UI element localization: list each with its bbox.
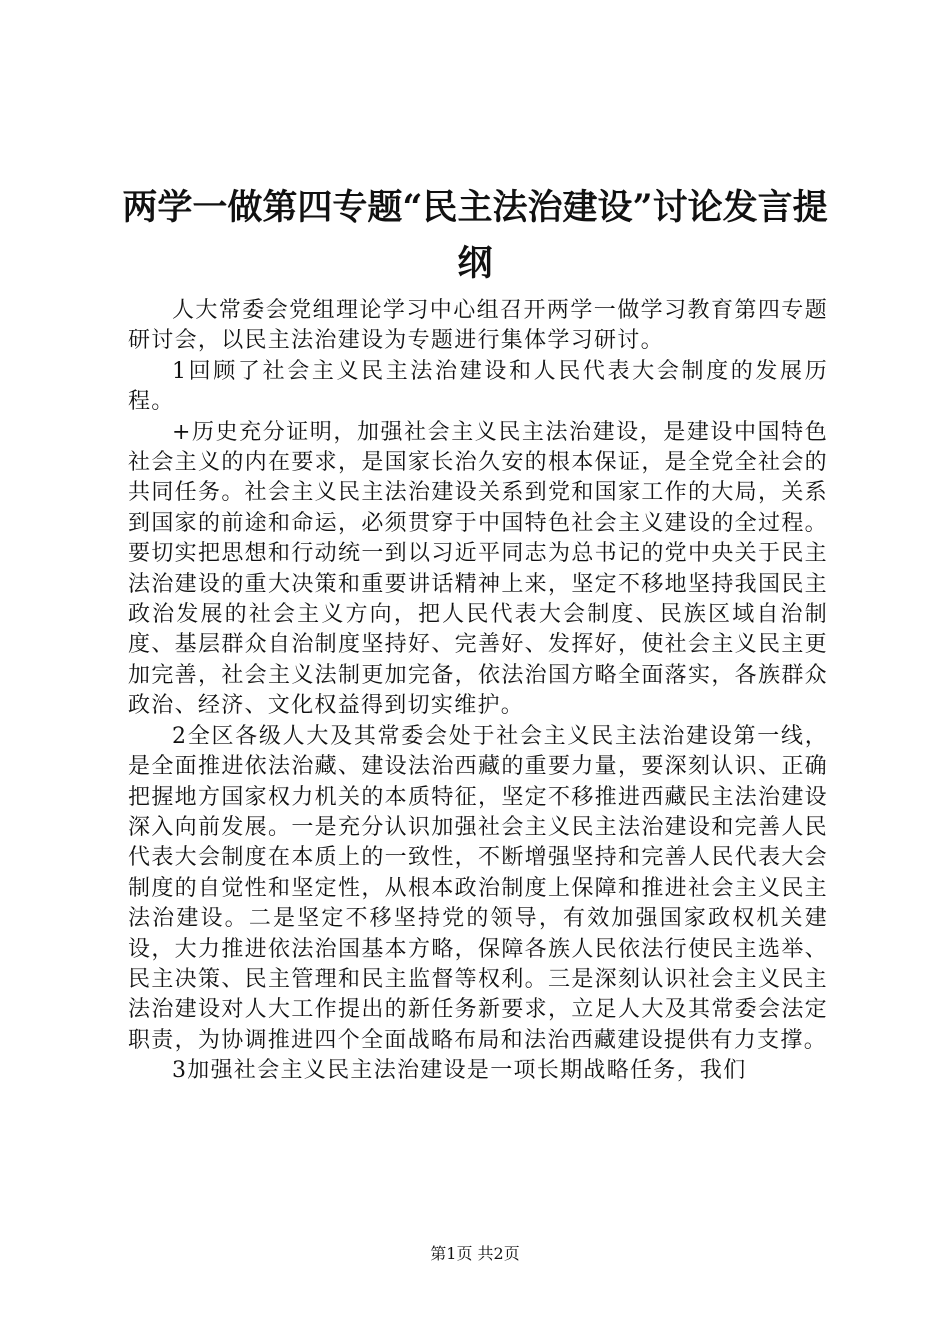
paragraph-history: +历史充分证明，加强社会主义民主法治建设，是建设中国特色社会主义的内在要求，是国家长治久安的根本保证，是全党全社会的共同任务。社会主义民主法治建设关系到党和国家工作的大局，关系到国家的前途和命运，必须贯穿于中国特色社会主义建设的全过程。要切实把思想和行动统一到以习近平同志为总书记的党中央关于民主法治建设的重大决策和重要讲话精神上来，坚定不移地坚持我国民主政治发展的社会主义方向，把人民代表大会制度、民族区域自治制度、基层群众自治制度坚持好、完善好、发挥好，使社会主义民主更加完善，社会主义法制更加完备，依法治国方略全面落实，各族群众政治、经济、文化权益得到切实维护。 xyxy=(128,419,828,719)
paragraph-3: 3加强社会主义民主法治建设是一项长期战略任务，我们 xyxy=(172,1058,747,1084)
paragraph-1: 1回顾了社会主义民主法治建设和人民代表大会制度的发展历程。 xyxy=(128,358,828,415)
document-title: 两学一做第四专题“民主法治建设”讨论发言提纲 xyxy=(122,187,828,284)
paragraph-2: 2全区各级人大及其常委会处于社会主义民主法治建设第一线，是全面推进依法治藏、建设法治西藏的重要力量，要深刻认识、正确把握地方国家权力机关的本质特征，坚定不移推进西藏民主法治建设深入向前发展。一是充分认识加强社会主义民主法治建设和完善人民代表大会制度在本质上的一致性，不断增强坚持和完善人民代表大会制度的自觉性和坚定性，从根本政治制度上保障和推进社会主义民主法治建设。二是坚定不移坚持党的领导，有效加强国家政权机关建设，大力推进依法治国基本方略，保障各族人民依法行使民主选举、民主决策、民主管理和民主监督等权利。三是深刻认识社会主义民主法治建设对人大工作提出的新任务新要求，立足人大及其常委会法定职责，为协调推进四个全面战略布局和法治西藏建设提供有力支撑。 xyxy=(128,723,828,1053)
page-footer: 第1页 共2页 xyxy=(430,1244,520,1263)
paragraph-intro: 人大常委会党组理论学习中心组召开两学一做学习教育第四专题研讨会，以民主法治建设为专题进行集体学习研讨。 xyxy=(128,298,828,354)
document-body xyxy=(128,296,828,1087)
